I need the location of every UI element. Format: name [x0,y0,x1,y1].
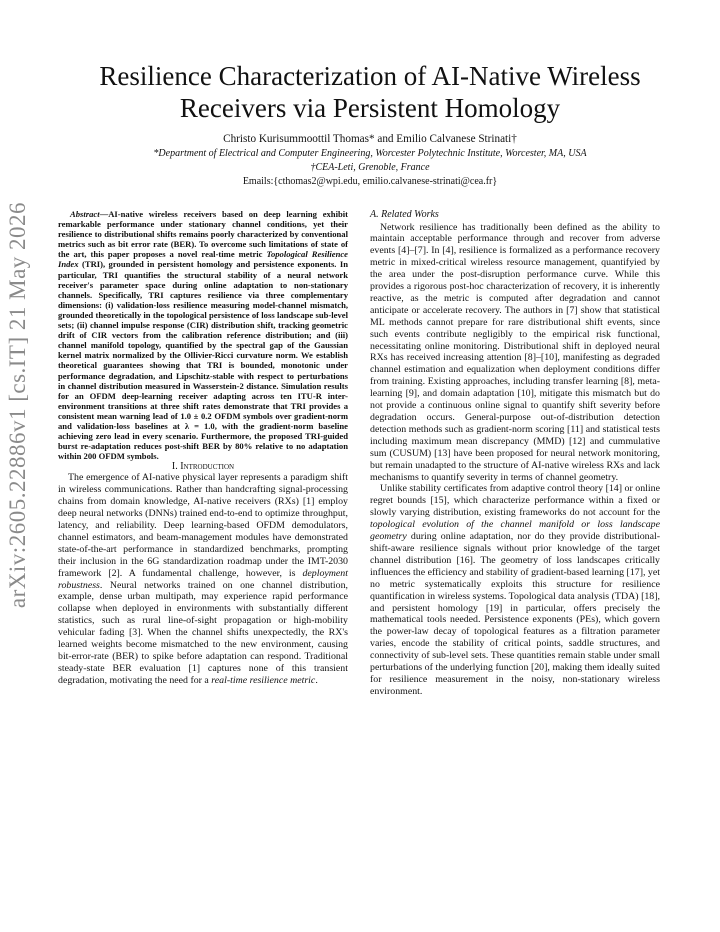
related-paragraph-1: Network resilience has traditionally been defined as the ability to maintain acceptable performance through and recover from adverse events [4]–[7]. In [4], resilience is formalized as a performance recovery metric in mixed-critical wireless resource management, quantifyied by the area under the post-disruption performance curve. While this provides a rigorous post-hoc characterization of recovery, it is inherently reactive, as the metric is computed after degradation and cannot anticipate or accelerate recovery. The authors in [7] show that statistical ML methods cannot prepare for rare distributional shift events, since such events contribute negligibly to the empirical risk functional, necessitating online monitoring. Distributional shift in deployed neural RXs has received increasing attention [8]–[10], manifesting as degraded channel estimation and equalization when deployment conditions differ from training. Existing approaches, including transfer learning [8], meta-learning [9], and domain adaptation [10], mitigate this mismatch but do not provide a continuous online signal to quantify shift severity before degradation occurs. General-purpose out-of-distribution detection detection methods such as gradient-norm scoring [11] and statistical tests including maximum mean discrepancy (MMD) [12] and cummulative sum (CUSUM) [13] have been proposed for neural network monitoring, but remain unadapted to the structure of AI-native wireless RXs and lack mechanisms to quantify severity in terms of channel geometry. [370,221,660,483]
affiliation-1 [60,148,680,159]
intro-emphasis-2: real-time resilience metric [211,674,316,686]
abstract-text-1: —AI-native wireless receivers based on deep learning exhibit remarkable performance under stationary channel conditions, yet their resilience to distributional shifts remains poorly characterized by conventional metrics such as bit error rate (BER). To overcome such limitations of state of the art, this paper proposes a novel real-time metric [58,209,348,260]
affiliation-1-text: *Department of Electrical and Computer Engineering, Worcester Polytechnic Institute, Worcester, MA, USA [153,148,587,159]
abstract-label: Abstract [70,209,100,219]
related-text-1: Unlike stability certificates from adaptive control theory [14] or online regret bounds [15], which characterize performance within a fixed or slowly varying distribution, existing frameworks do not account for the [370,483,660,519]
author-emails: Emails:{cthomas2@wpi.edu, emilio.calvanese-strinati@cea.fr} [242,176,498,187]
affiliation-2-text: †CEA-Leti, Grenoble, France [310,162,430,173]
section-heading-introduction: I. Introduction [171,461,235,473]
affiliation-2 [60,162,680,173]
intro-text-1: The emergence of AI-native physical layer represents a paradigm shift in wireless communications. Rather than handcrafting signal-processing chains from domain knowledge, AI-native receivers (RXs) [1] employ deep neural networks (DNNs) trained end-to-end to optimize throughput, latency, and reliability. Deep learning-based OFDM demodulators, channel estimators, and beam-management modules have demonstrated state-of-the-art performance in standardized benchmarks, prompting their inclusion in the 6G standardization roadmap under the IMT-2030 framework [2]. A fundamental challenge, however, is [58,472,348,579]
left-column [58,209,348,687]
related-text-2: during online adaptation, nor do they provide distributional-shift-aware resilience signals without prior knowledge of the target channel distribution [16]. The geometry of loss landscapes critically influences the efficiency and stability of gradient-based learning [17], yet no metric systematically exploits this structure for resilience quantification in wireless systems. Topological data analysis (TDA) [18], and persistent homology [19] in particular, offers precisely the mathematical tools needed. Persistence exponents (PEs), which govern the power-law decay of topological features as a filtration parameter varies, encode the stability of critical points, saddle structures, and connectivity of sub-level sets. These quantities remain stable under small perturbations of the underlying function [20], making them ideally suited for resilience measurement in the noisy, non-stationary wireless environment. [370,531,660,697]
author-list: Christo Kurisummoottil Thomas* and Emilio Calvanese Strinati† [223,133,517,145]
intro-text-2: . Neural networks trained on one channel distribution, example, dense urban multipath, may experience rapid performance collapse when deployed in environments with substantially different statistics, such as rural line-of-sight propagation or high-mobility vehicular fading [3]. When the channel shifts unexpectedly, the RX's learned weights become mismatched to the new environment, causing bit-error-rate (BER) to spike before adaptation can respond. Traditional steady-state BER evaluation [1] captures none of this transient degradation, motivating the need for a [58,579,348,686]
arxiv-identifier: arXiv:2605.22886v1 [cs.IT] 21 May 2026 [5,201,30,609]
paper-title: Resilience Characterization of AI-Native Wireless Receivers via Persistent Homology [99,61,641,123]
related-paragraph-2 [370,483,660,697]
related-emphasis: topological evolution of the channel manifold or loss landscape geometry [370,519,660,543]
subsection-heading-related-works: A. Related Works [370,209,439,220]
abstract-tri-name: Topological Resilience Index [58,249,348,270]
abstract-text-2: (TRI), grounded in persistent homology and persistence exponents. In particular, TRI quantifies the structural stability of a neural network receiver's parameter space during online adaptation to non-stationary channels. Specifically, TRI captures resilience via three complementary dimensions: (i) validation-loss resilience measuring model-channel mismatch, grounded theoretically in the topological persistence of loss landscape sub-level sets; (ii) channel impulse response (CIR) distribution shift, tracking geometric drift of CIR vectors from the calibration reference distribution; and (iii) channel manifold topology, quantified by the spectral gap of the Gaussian kernel matrix normalized by the Ollivier-Ricci curvature norm. We establish theoretical guarantees showing that TRI is bounded, monotonic under performance degradation, and Lipschitz-stable with respect to perturbations in channel distribution measured in Wasserstein-2 distance. Simulation results for an OFDM deep-learning receiver adapting across ten ITU-R inter-environment transitions at three shift rates demonstrate that TRI provides a consistent mean warning lead of 1.0 ± 0.2 OFDM symbols over gradient-norm and validation-loss baselines at λ = 1.0, with the gradient-norm baseline achieving zero lead in every scenario. Furthermore, the proposed TRI-guided burst re-adaptation reduces post-shift BER by 80% relative to no adaptation within 200 OFDM symbols. [58,259,348,462]
right-column [370,209,660,698]
intro-text-3: . [315,674,318,686]
intro-emphasis-1: deployment robustness [58,567,348,591]
intro-paragraph [58,472,348,686]
abstract [58,209,348,461]
